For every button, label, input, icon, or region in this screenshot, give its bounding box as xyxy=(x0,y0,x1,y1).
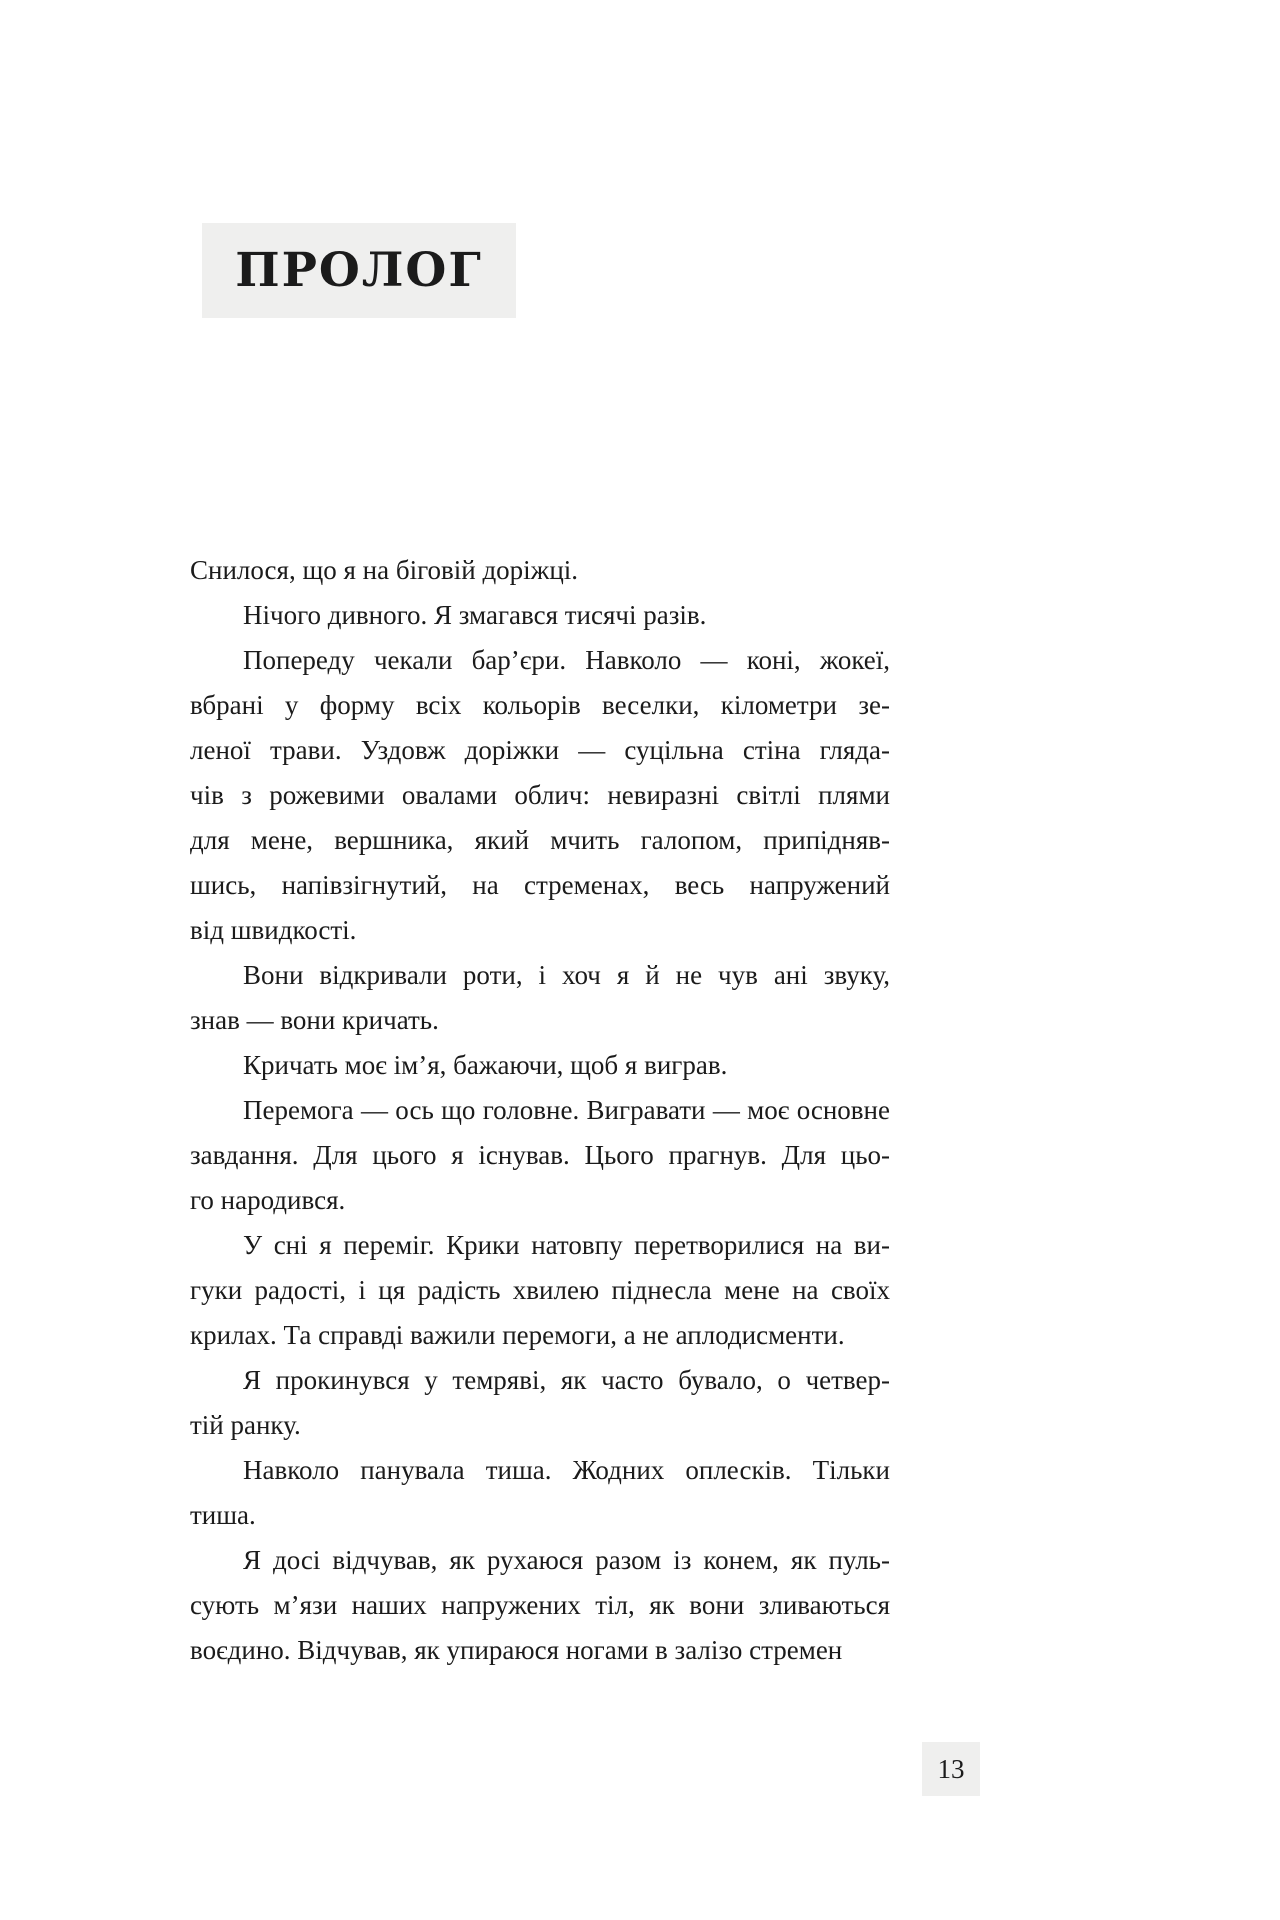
text-line: Перемога — ось що головне. Вигравати — моє основне xyxy=(243,1095,890,1125)
text-line: завдання. Для цього я існував. Цього прагнув. Для цьо- xyxy=(190,1140,890,1170)
body-text xyxy=(190,548,890,1673)
text-line: воєдино. Відчував, як упираюся ногами в залізо стремен xyxy=(190,1635,843,1665)
page-number-box xyxy=(922,1742,980,1796)
paragraph xyxy=(190,1088,890,1223)
text-line: для мене, вершника, який мчить галопом, припідняв- xyxy=(190,825,890,855)
text-line: вбрані у форму всіх кольорів веселки, кілометри зе- xyxy=(190,690,890,720)
text-line: Попереду чекали бар’єри. Навколо — коні, жокеї, xyxy=(243,645,890,675)
paragraph xyxy=(190,1448,890,1538)
text-line: шись, напівзігнутий, на стременах, весь напружений xyxy=(190,870,890,900)
paragraph xyxy=(190,1043,890,1088)
text-line: го народився. xyxy=(190,1185,346,1215)
text-line: У сні я переміг. Крики натовпу перетворилися на ви- xyxy=(243,1230,890,1260)
text-line: від швидкості. xyxy=(190,915,357,945)
chapter-heading: ПРОЛОГ xyxy=(235,243,483,298)
text-line: знав — вони кричать. xyxy=(190,1005,439,1035)
text-line: Я прокинувся у темряві, як часто бувало, о четвер- xyxy=(243,1365,890,1395)
chapter-heading-box xyxy=(202,223,516,318)
paragraph xyxy=(190,638,890,953)
text-line: Снилося, що я на біговій доріжці. xyxy=(190,555,579,585)
text-line: Нічого дивного. Я змагався тисячі разів. xyxy=(243,600,707,630)
paragraph xyxy=(190,1538,890,1673)
text-line: Кричать моє ім’я, бажаючи, щоб я виграв. xyxy=(243,1050,728,1080)
text-line: тиша. xyxy=(190,1500,256,1530)
paragraph xyxy=(190,593,890,638)
text-line: леної трави. Уздовж доріжки — суцільна стіна гляда- xyxy=(190,735,890,765)
paragraph xyxy=(190,1358,890,1448)
text-line: Навколо панувала тиша. Жодних оплесків. Тільки xyxy=(243,1455,890,1485)
text-line: тій ранку. xyxy=(190,1410,301,1440)
text-line: сують м’язи наших напружених тіл, як вони зливаються xyxy=(190,1590,890,1620)
page-number: 13 xyxy=(937,1753,965,1784)
text-line: чів з рожевими овалами облич: невиразні світлі плями xyxy=(190,780,890,810)
text-line: крилах. Та справді важили перемоги, а не аплодисменти. xyxy=(190,1320,845,1350)
paragraph xyxy=(190,953,890,1043)
text-line: Вони відкривали роти, і хоч я й не чув ані звуку, xyxy=(243,960,890,990)
paragraph xyxy=(190,1223,890,1358)
text-line: Я досі відчував, як рухаюся разом із конем, як пуль- xyxy=(243,1545,890,1575)
paragraph xyxy=(190,548,890,593)
text-line: гуки радості, і ця радість хвилею піднесла мене на своїх xyxy=(190,1275,890,1305)
